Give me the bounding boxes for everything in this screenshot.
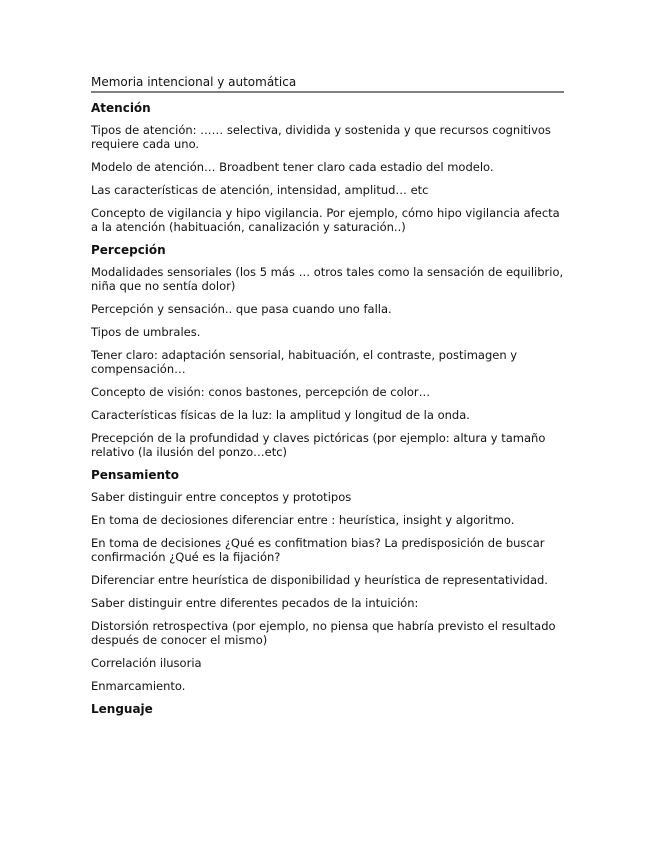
paragraph: Percepción y sensación.. que pasa cuando uno falla.	[91, 302, 392, 316]
paragraph: Distorsión retrospectiva (por ejemplo, no piensa que habría previsto el resultado después de conocer el mismo)	[91, 619, 556, 647]
paragraph: Saber distinguir entre diferentes pecados de la intuición:	[91, 596, 419, 610]
paragraph: Concepto de vigilancia y hipo vigilancia. Por ejemplo, cómo hipo vigilancia afecta a la atención (habituación, canalización y saturación..)	[91, 206, 560, 234]
paragraph: Concepto de visión: conos bastones, percepción de color…	[91, 385, 431, 399]
section-heading: Atención	[91, 101, 151, 115]
paragraph: Modelo de atención… Broadbent tener claro cada estadio del modelo.	[91, 160, 494, 174]
paragraph: En toma de decisiones ¿Qué es confitmation bias? La predisposición de buscar confirmación ¿Qué es la fijación?	[91, 536, 545, 564]
section-lenguaje	[91, 702, 564, 716]
section-percepcion	[91, 243, 564, 459]
paragraph: Las características de atención, intensidad, amplitud… etc	[91, 183, 429, 197]
paragraph: Tipos de atención: …… selectiva, dividida y sostenida y que recursos cognitivos requiere cada uno.	[91, 123, 551, 151]
document-page	[91, 75, 564, 724]
paragraph: Correlación ilusoria	[91, 656, 202, 670]
section-atencion	[91, 101, 564, 234]
paragraph: Tener claro: adaptación sensorial, habituación, el contraste, postimagen y compensación…	[91, 348, 518, 376]
document-header: Memoria intencional y automática	[91, 75, 564, 93]
section-pensamiento	[91, 468, 564, 693]
section-heading: Percepción	[91, 243, 166, 257]
section-heading: Lenguaje	[91, 702, 153, 716]
section-heading: Pensamiento	[91, 468, 179, 482]
paragraph: En toma de deciosiones diferenciar entre : heurística, insight y algoritmo.	[91, 513, 515, 527]
paragraph: Precepción de la profundidad y claves pictóricas (por ejemplo: altura y tamaño relativo (la ilusión del ponzo…etc)	[91, 431, 546, 459]
paragraph: Diferenciar entre heurística de disponibilidad y heurística de representatividad.	[91, 573, 548, 587]
paragraph: Modalidades sensoriales (los 5 más … otros tales como la sensación de equilibrio, niña que no sentía dolor)	[91, 265, 564, 293]
paragraph: Características físicas de la luz: la amplitud y longitud de la onda.	[91, 408, 470, 422]
paragraph: Enmarcamiento.	[91, 679, 186, 693]
paragraph: Saber distinguir entre conceptos y prototipos	[91, 490, 352, 504]
paragraph: Tipos de umbrales.	[91, 325, 201, 339]
